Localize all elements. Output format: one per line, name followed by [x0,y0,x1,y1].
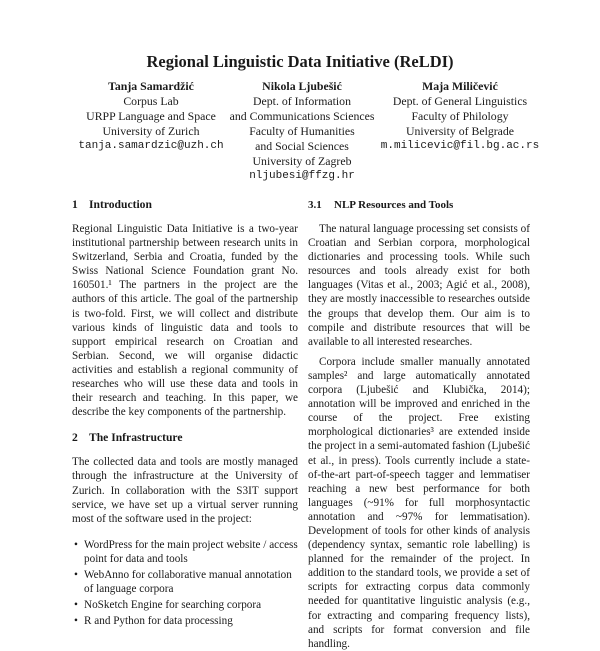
list-item: • R and Python for data processing [72,614,298,628]
section-title: Introduction [89,198,152,211]
author-affiliation-line: and Communications Sciences [229,109,375,123]
author-affiliation-line: Dept. of Information [253,94,351,108]
section-heading-introduction [72,198,298,212]
left-column [72,196,298,630]
section-heading-infrastructure [72,431,298,445]
infrastructure-paragraph: The collected data and tools are mostly managed through the infrastructure at the University of Zurich. In collaboration with the S3IT support service, we have set up a virtual server running most of the software used in the project: [72,456,298,525]
author-affiliation-line: Dept. of General Linguistics [392,94,528,108]
author-email[interactable]: nljubesi@ffzg.hr [249,170,355,182]
author-affiliation-line: Faculty of Philology [411,109,509,123]
author-name: Tanja Samardžić [108,79,194,93]
author-block-3 [362,79,558,154]
author-affiliation-line: URPP Language and Space [86,109,216,123]
nlp-paragraph-1: The natural language processing set consists of Croatian and Serbian corpora, morphological dictionaries and processing tools. While such resources and tools already exist for both languages (Vitas et al., 2003; Agić et al., 2008), they are mostly inaccessible to researches outside the groups that develop them. Our aim is to compile and distribute resources that will be available to all interested researches. [308,223,530,348]
paper-title: Regional Linguistic Data Initiative (ReLDI) [146,52,454,71]
author-affiliation-line: Faculty of Humanities [249,124,355,138]
list-item: • WordPress for the main project website / access point for data and tools [72,538,298,566]
list-item: • NoSketch Engine for searching corpora [72,598,298,612]
subsection-heading-nlp [308,198,530,212]
right-column [308,196,530,651]
subsection-number: 3.1 [308,199,322,211]
author-name: Nikola Ljubešić [262,79,342,93]
subsection-title: NLP Resources and Tools [334,199,454,211]
section-title: The Infrastructure [89,431,183,445]
nlp-paragraph-2: Corpora include smaller manually annotated samples² and large automatically annotated corpora (Ljubešić and Klubička, 2014); annotation will be improved and enriched in the course of the project. Free existing morphological dictionaries³ are extended inside the project in a semi-automated fashion (Ljubešić et al., in press). Tools currently include a state-of-the-art part-of-speech tagger and lemmatiser reaching a new best performance for both languages (~91% for full morphosyntactic annotation and ~97% for lemmatisation). Development of tools for other kinds of analysis (dependency syntax, semantic role labelling) is planned for the remainder of the project. In addition to the standard tools, we provide a set of scripts for extracting corpus data commonly needed for quantitative linguistic analysis (e.g., for extracting and comparing frequency lists), and scripts for format conversion and file handling. [308,355,530,650]
author-name: Maja Miličević [422,79,498,93]
author-affiliation-line: University of Zurich [102,124,200,138]
author-email[interactable]: tanja.samardzic@uzh.ch [78,140,224,152]
section-number: 1 [72,198,78,211]
software-list [72,538,298,629]
section-number: 2 [72,431,78,445]
author-email[interactable]: m.milicevic@fil.bg.ac.rs [380,140,540,152]
author-affiliation-line: and Social Sciences [255,139,349,153]
author-affiliation-line: University of Belgrade [405,124,515,138]
list-item: • WebAnno for collaborative manual annotation of language corpora [72,568,298,596]
author-affiliation-line: Corpus Lab [123,94,179,108]
introduction-paragraph: Regional Linguistic Data Initiative is a two-year institutional partnership between research units in Switzerland, Serbia and Croatia, funded by the Swiss National Science Foundation grant No. 160501.¹ The partners in the project are the authors of this article. The goal of the partnership is two-fold. First, we will collect and distribute various kinds of linguistic data and tools to support empirical research on Croatian and Serbian. Second, we will organise didactic activities and establish a regional community of researches who will use these data and tools in their research and teaching. In this paper, we describe the key components of the partnership. [72,223,298,419]
author-affiliation-line: University of Zagreb [252,154,352,168]
